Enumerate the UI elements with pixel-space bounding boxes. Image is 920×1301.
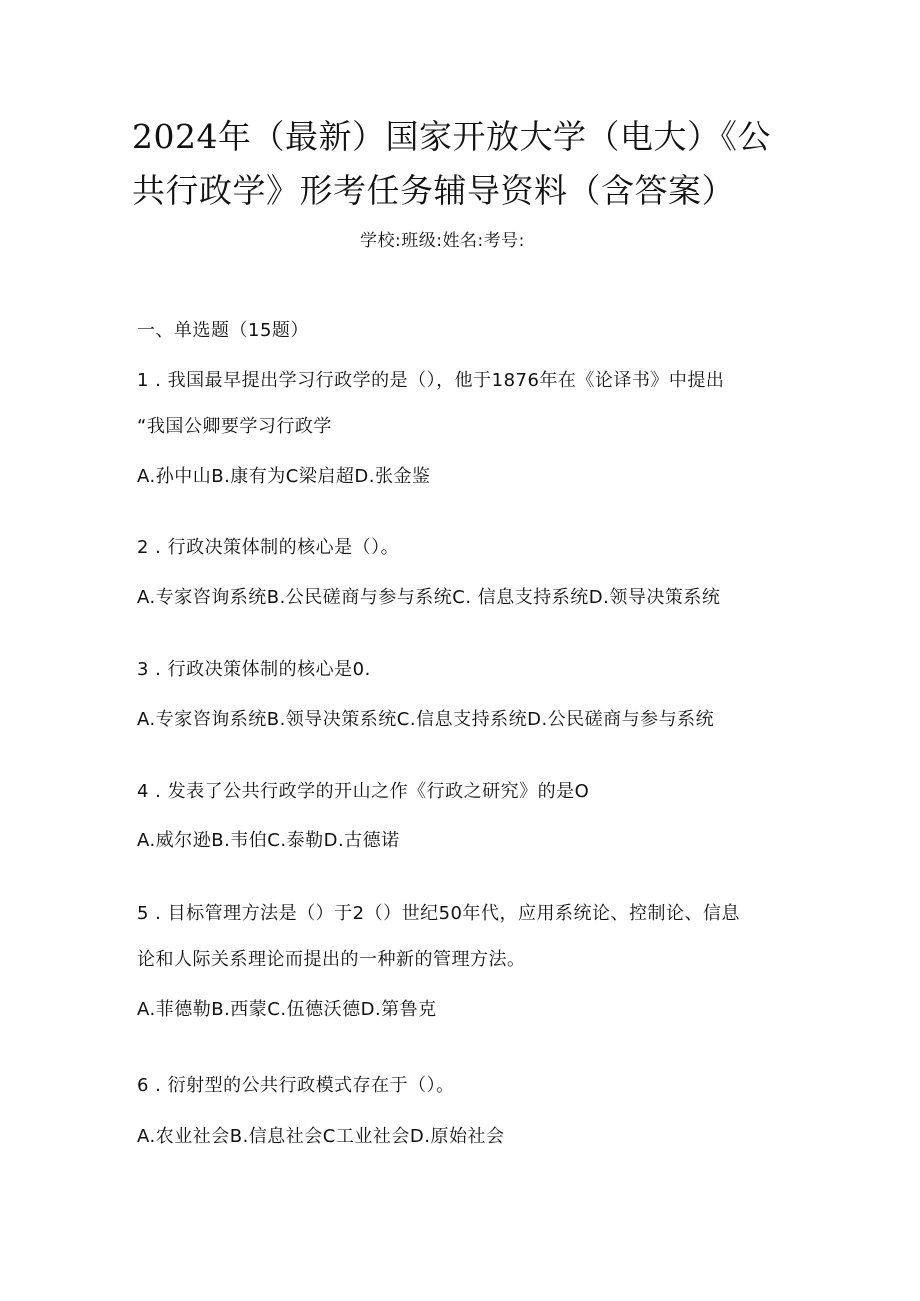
student-info-line: 学校:班级:姓名:考号: [360, 231, 525, 251]
question-2-stem: 2 . 行政决策体制的核心是（）。 [137, 537, 400, 558]
question-5-options: A.菲德勒B.西蒙C.伍德沃德D.第鲁克 [137, 999, 437, 1020]
question-4-options: A.威尔逊B.韦伯C.泰勒D.古德诺 [137, 830, 400, 851]
section-heading: 一、单选题（15题） [137, 320, 309, 341]
question-3-stem: 3 . 行政决策体制的核心是0. [137, 659, 371, 680]
question-1-options: A.孙中山B.康有为C梁启超D.张金鉴 [137, 466, 431, 487]
question-1-stem-line-1: 1 . 我国最早提出学习行政学的是（），他于1876年在《论译书》中提出 [137, 370, 725, 391]
question-2-options: A.专家咨询系统B.公民磋商与参与系统C. 信息支持系统D.领导决策系统 [137, 587, 721, 608]
question-6-stem: 6 . 衍射型的公共行政模式存在于（）。 [137, 1075, 455, 1096]
document-title: 2024年（最新）国家开放大学（电大）《公 共行政学》形考任务辅导资料（含答案） [132, 117, 771, 210]
question-4-stem: 4 . 发表了公共行政学的开山之作《行政之研究》的是O [137, 781, 590, 802]
question-3-options: A.专家咨询系统B.领导决策系统C.信息支持系统D.公民磋商与参与系统 [137, 709, 715, 730]
question-5-stem-line-1: 5 . 目标管理方法是（）于2（）世纪50年代，应用系统论、控制论、信息 [137, 903, 740, 924]
question-1-stem-line-2: “我国公卿要学习行政学 [137, 416, 332, 437]
question-6-options: A.农业社会B.信息社会C工业社会D.原始社会 [137, 1126, 505, 1147]
question-5-stem-line-2: 论和人际关系理论而提出的一种新的管理方法。 [137, 949, 526, 970]
